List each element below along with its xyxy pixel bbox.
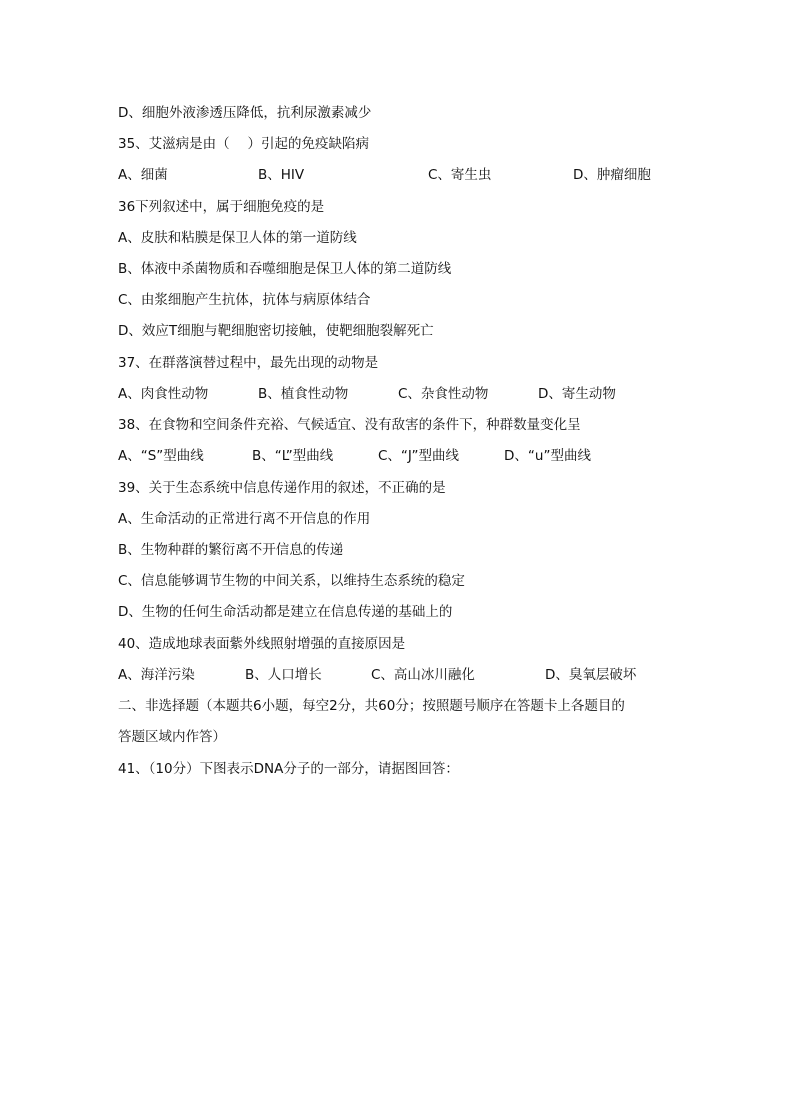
q40-option-a: A、海洋污染: [118, 667, 195, 683]
q36-option-b: B、体液中杀菌物质和吞噬细胞是保卫人体的第二道防线: [118, 261, 452, 277]
q36-option-c: C、由浆细胞产生抗体，抗体与病原体结合: [118, 292, 371, 308]
q40-option-b: B、人口增长: [245, 667, 322, 683]
q36-option-a: A、皮肤和粘膜是保卫人体的第一道防线: [118, 230, 357, 246]
q37-option-a: A、肉食性动物: [118, 386, 209, 402]
q36-option-d: D、效应T细胞与靶细胞密切接触，使靶细胞裂解死亡: [118, 323, 434, 339]
question-38: 38、在食物和空间条件充裕、气候适宜、没有敌害的条件下，种群数量变化呈: [118, 417, 581, 433]
q37-option-b: B、植食性动物: [258, 386, 349, 402]
q40-option-d: D、臭氧层破坏: [545, 667, 637, 683]
q38-option-b: B、“L”型曲线: [252, 448, 334, 464]
section-2-heading-cont: 答题区域内作答）: [118, 729, 226, 745]
question-41: 41、（10分）下图表示DNA分子的一部分，请据图回答：: [118, 761, 459, 777]
q39-option-b: B、生物种群的繁衍离不开信息的传递: [118, 542, 344, 558]
q39-option-d: D、生物的任何生命活动都是建立在信息传递的基础上的: [118, 604, 453, 620]
question-39: 39、关于生态系统中信息传递作用的叙述，不正确的是: [118, 480, 446, 496]
q39-option-c: C、信息能够调节生物的中间关系，以维持生态系统的稳定: [118, 573, 465, 589]
q37-option-c: C、杂食性动物: [398, 386, 489, 402]
q35-option-d: D、肿瘤细胞: [573, 167, 651, 183]
q40-option-c: C、高山冰川融化: [371, 667, 475, 683]
q39-option-a: A、生命活动的正常进行离不开信息的作用: [118, 511, 371, 527]
question-35: 35、艾滋病是由（ ）引起的免疫缺陷病: [118, 136, 369, 152]
q38-option-d: D、“u”型曲线: [504, 448, 591, 464]
q38-option-c: C、“J”型曲线: [378, 448, 459, 464]
section-2-heading: 二、非选择题（本题共6小题，每空2分，共60分；按照题号顺序在答题卡上各题目的: [118, 698, 625, 714]
q35-option-a: A、细菌: [118, 167, 168, 183]
question-37: 37、在群落演替过程中，最先出现的动物是: [118, 355, 379, 371]
question-36: 36下列叙述中，属于细胞免疫的是: [118, 199, 325, 215]
q34-option-d: D、细胞外液渗透压降低，抗利尿激素减少: [118, 105, 372, 121]
q38-option-a: A、“S”型曲线: [118, 448, 204, 464]
q35-option-b: B、HIV: [258, 167, 305, 183]
question-40: 40、造成地球表面紫外线照射增强的直接原因是: [118, 636, 406, 652]
q35-option-c: C、寄生虫: [428, 167, 492, 183]
q37-option-d: D、寄生动物: [538, 386, 616, 402]
